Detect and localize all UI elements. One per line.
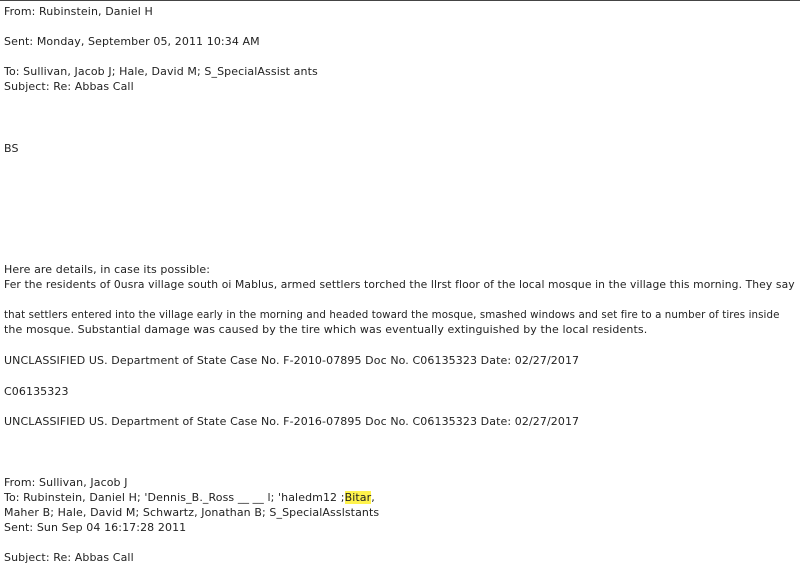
- to-line-continued: Maher B; Hale, David M; Schwartz, Jonathan B; S_SpecialAsslstants: [4, 506, 380, 519]
- body-line: Fer the residents of 0usra village south oi Mablus, armed settlers torched the llrst floor of the local mosque in the village this morning. They say: [4, 278, 795, 291]
- signoff-text: BS: [4, 142, 19, 155]
- from-line: From: Sullivan, Jacob J: [4, 476, 128, 489]
- subject-line: Subject: Re: Abbas Call: [4, 80, 134, 93]
- top-border: [0, 0, 800, 1]
- to-line: To: Sullivan, Jacob J; Hale, David M; S_SpecialAssist ants: [4, 65, 318, 78]
- sent-line: Sent: Monday, September 05, 2011 10:34 AM: [4, 35, 260, 48]
- highlighted-name: Bitar: [344, 491, 372, 504]
- classification-stamp: UNCLASSIFIED US. Department of State Case No. F-2016-07895 Doc No. C06135323 Date: 02/27/2017: [4, 415, 580, 428]
- to-separator: ,: [371, 491, 375, 504]
- classification-stamp: UNCLASSIFIED US. Department of State Case No. F-2010-07895 Doc No. C06135323 Date: 02/27/2017: [4, 354, 580, 367]
- to-line: [4, 491, 375, 505]
- body-line: that settlers entered into the village early in the morning and headed toward the mosque, smashed windows and set fire to a number of tires inside: [4, 309, 780, 321]
- sent-line: Sent: Sun Sep 04 16:17:28 2011: [4, 521, 187, 534]
- to-recipients: To: Rubinstein, Daniel H; 'Dennis_B._Ross __ __ l; 'haledm12 ;: [4, 491, 345, 504]
- document-id: C06135323: [4, 385, 69, 398]
- from-line: From: Rubinstein, Daniel H: [4, 5, 153, 18]
- body-line: Here are details, in case its possible:: [4, 263, 211, 276]
- subject-line: Subject: Re: Abbas Call: [4, 551, 134, 564]
- body-line: the mosque. Substantial damage was caused by the tire which was eventually extinguished by the local residents.: [4, 323, 648, 336]
